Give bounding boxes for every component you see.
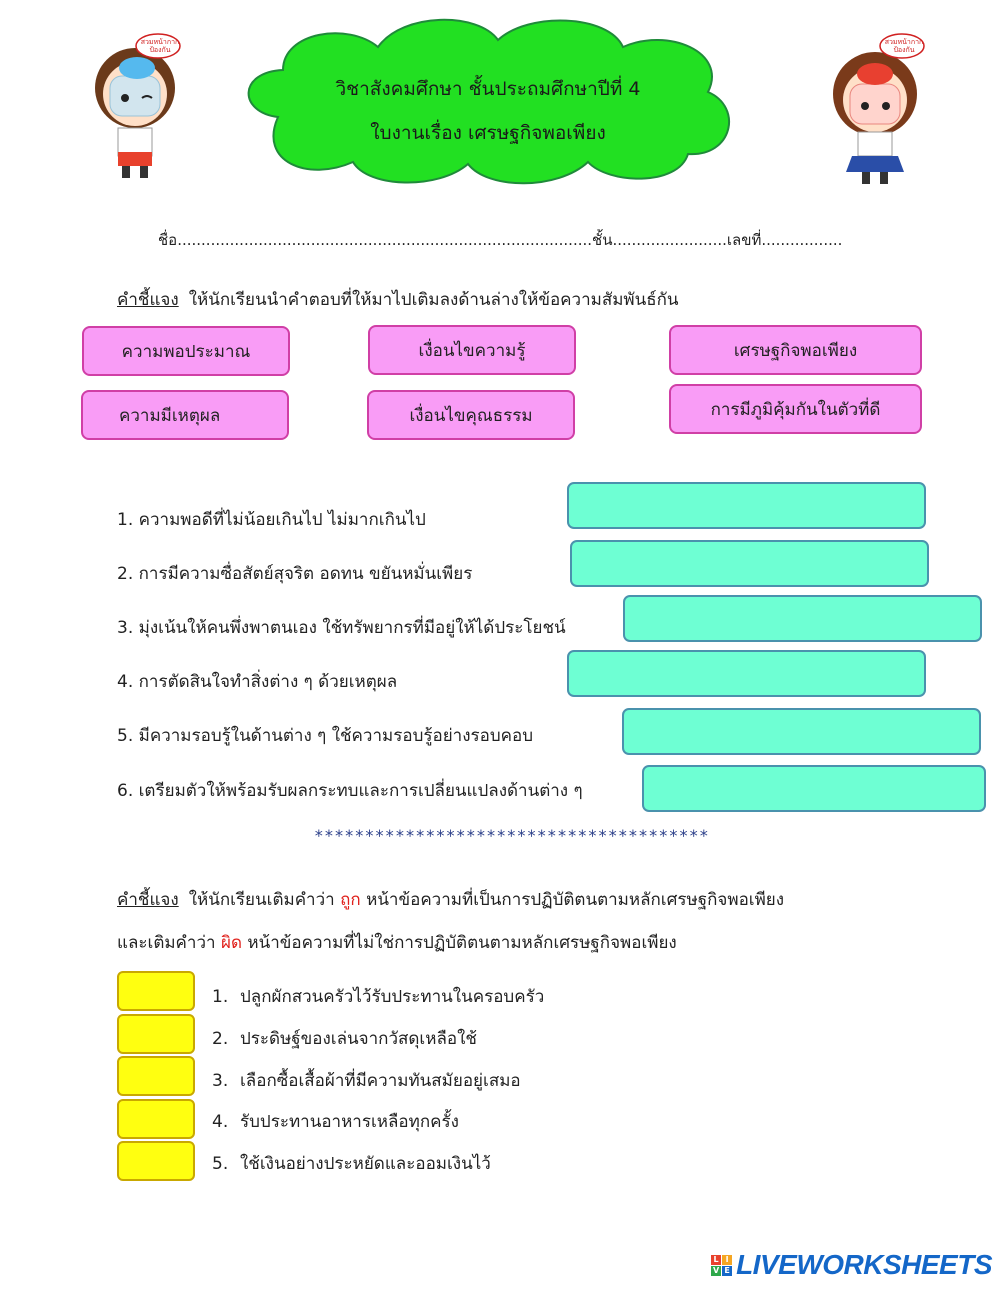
tf-item-2: 2. ประดิษฐ์ของเล่นจากวัสดุเหลือใช้ [212, 1029, 477, 1049]
word-true: ถูก [340, 890, 361, 910]
liveworksheets-logo [711, 1249, 992, 1281]
answer-input-3[interactable] [117, 1056, 195, 1096]
drop-zone-6[interactable] [642, 765, 986, 812]
instruction-2-text-d: หน้าข้อความที่ไม่ใช่การปฏิบัติตนตามหลักเศรษฐกิจพอเพียง [247, 933, 677, 953]
instruction-2 [117, 886, 784, 913]
answer-chip-5[interactable]: เงื่อนไขคุณธรรม [367, 390, 575, 440]
answer-chip-3[interactable]: เศรษฐกิจพอเพียง [669, 325, 922, 375]
instruction-1-label: คำชี้แจง [117, 290, 179, 310]
answer-input-5[interactable] [117, 1141, 195, 1181]
statement-3: 3. มุ่งเน้นให้คนพึ่งพาตนเอง ใช้ทรัพยากรที่มีอยู่ให้ได้ประโยชน์ [117, 618, 566, 638]
student-info-line: ชื่อ.......................................................................................ชั้น........................เลขที่................. [158, 231, 843, 249]
instruction-2-line2 [117, 929, 677, 956]
drop-zone-2[interactable] [570, 540, 929, 587]
statement-6: 6. เตรียมตัวให้พร้อมรับผลกระทบและการเปลี่ยนแปลงด้านต่าง ๆ [117, 781, 583, 801]
tf-item-5: 5. ใช้เงินอย่างประหยัดและออมเงินไว้ [212, 1154, 491, 1174]
star-divider: *************************************** [314, 826, 710, 845]
drop-zone-4[interactable] [567, 650, 926, 697]
statement-5: 5. มีความรอบรู้ในด้านต่าง ๆ ใช้ความรอบรู้อย่างรอบคอบ [117, 726, 534, 746]
answer-input-4[interactable] [117, 1099, 195, 1139]
word-false: ผิด [220, 933, 242, 953]
instruction-1-text: ให้นักเรียนนำคำตอบที่ให้มาไปเติมลงด้านล่างให้ข้อความสัมพันธ์กัน [188, 290, 679, 310]
mascot-boy-image [80, 28, 190, 178]
answer-chip-2[interactable]: เงื่อนไขความรู้ [368, 325, 576, 375]
answer-chip-1[interactable]: ความพอประมาณ [82, 326, 290, 376]
mascot-right-badge: สวมหน้ากาก ป้องกัน [884, 38, 924, 54]
mascot-girl-image [820, 28, 930, 178]
page-title: วิชาสังคมศึกษา ชั้นประถมศึกษาปีที่ 4 [335, 78, 641, 100]
tf-item-4: 4. รับประทานอาหารเหลือทุกครั้ง [212, 1112, 459, 1132]
answer-input-1[interactable] [117, 971, 195, 1011]
drop-zone-3[interactable] [623, 595, 982, 642]
instruction-2-text-c: และเติมคำว่า [117, 933, 216, 953]
live-blocks-icon: L I V E [711, 1255, 732, 1276]
statement-1: 1. ความพอดีที่ไม่น้อยเกินไป ไม่มากเกินไป [117, 510, 426, 530]
drop-zone-1[interactable] [567, 482, 926, 529]
answer-input-2[interactable] [117, 1014, 195, 1054]
statement-4: 4. การตัดสินใจทำสิ่งต่าง ๆ ด้วยเหตุผล [117, 672, 398, 692]
answer-chip-6[interactable]: การมีภูมิคุ้มกันในตัวที่ดี [669, 384, 922, 434]
worksheet-title: ใบงานเรื่อง เศรษฐกิจพอเพียง [370, 122, 606, 144]
tf-item-3: 3. เลือกซื้อเสื้อผ้าที่มีความทันสมัยอยู่เสมอ [212, 1071, 521, 1091]
title-cloud [238, 12, 738, 187]
answer-chip-4[interactable]: ความมีเหตุผล [81, 390, 289, 440]
instruction-2-text-b: หน้าข้อความที่เป็นการปฏิบัติตนตามหลักเศรษฐกิจพอเพียง [366, 890, 785, 910]
instruction-2-label: คำชี้แจง [117, 890, 179, 910]
instruction-2-text-a: ให้นักเรียนเติมคำว่า [188, 890, 335, 910]
statement-2: 2. การมีความซื่อสัตย์สุจริต อดทน ขยันหมั่นเพียร [117, 564, 473, 584]
instruction-1 [117, 286, 679, 313]
brand-name: LIVEWORKSHEETS [736, 1249, 992, 1280]
tf-item-1: 1. ปลูกผักสวนครัวไว้รับประทานในครอบครัว [212, 987, 545, 1007]
drop-zone-5[interactable] [622, 708, 981, 755]
mascot-left-badge: สวมหน้ากาก ป้องกัน [140, 38, 180, 54]
